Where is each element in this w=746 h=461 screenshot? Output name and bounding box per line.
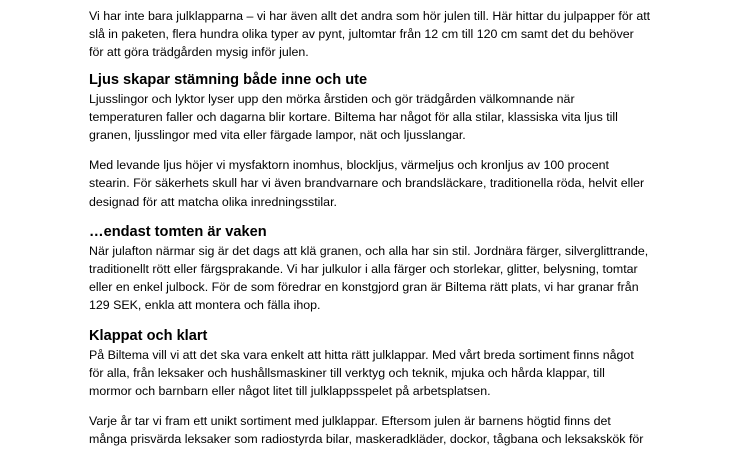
section-lights	[89, 71, 669, 211]
section-paragraph	[89, 412, 669, 448]
text-line: för att göra trädgården mysig inför julen.	[89, 45, 309, 60]
text-line: många prisvärda leksaker som radiostyrda bilar, maskeradkläder, dockor, tågbana och leksakskök för	[89, 432, 644, 447]
text-line: 129 SEK, enkla att montera och fälla ihop.	[89, 298, 321, 313]
text-line: eller en enkel julbock. För de som föredrar en konstgjord gran är Biltema rätt plats, vi har granar från	[89, 280, 639, 295]
section-heading: Ljus skapar stämning både inne och ute	[89, 71, 368, 88]
text-line: Varje år tar vi fram ett unikt sortiment med julklappar. Eftersom julen är barnens högtid finns det	[89, 414, 611, 429]
text-line: granen, ljusslingor med vita eller färgade lampor, nät och ljusslangar.	[89, 128, 466, 143]
section-paragraph	[89, 346, 669, 401]
section-heading: Klappat och klart	[89, 327, 208, 344]
text-line: för alla, från leksaker och hushållsmaskiner till verktyg och teknik, mjuka och hårda klappar, till	[89, 365, 605, 380]
text-line: Med levande ljus höjer vi mysfaktorn inomhus, blockljus, värmeljus och kronljus av 100 procent	[89, 158, 609, 173]
section-paragraph	[89, 156, 669, 211]
section-gifts	[89, 327, 669, 449]
text-line: När julafton närmar sig är det dags att klä granen, och alla har sin stil. Jordnära färger, silverglittrande,	[89, 243, 649, 258]
text-line: Ljusslingor och lyktor lyser upp den mörka årstiden och gör trädgården välkomnande när	[89, 91, 575, 106]
text-line: mormor och barnbarn eller något litet till julklappsspelet på arbetsplatsen.	[89, 384, 491, 399]
text-line: designad för att matcha olika inredningsstilar.	[89, 194, 337, 209]
section-santa	[89, 223, 669, 315]
text-line: temperaturen faller och dagarna blir kortare. Biltema har något för alla stilar, klassiska vita ljus till	[89, 109, 618, 124]
section-paragraph	[89, 90, 669, 145]
section-heading: …endast tomten är vaken	[89, 223, 267, 240]
text-line: På Biltema vill vi att det ska vara enkelt att hitta rätt julklappar. Med vårt breda sortiment finns något	[89, 347, 634, 362]
section-paragraph	[89, 242, 669, 315]
text-line: Vi har inte bara julklapparna – vi har även allt det andra som hör julen till. Här hittar du julpapper för att	[89, 9, 651, 23]
document-body	[89, 7, 669, 461]
intro-paragraph	[89, 7, 669, 62]
text-line: stearin. För säkerhets skull har vi även brandvarnare och brandsläckare, traditionella röda, helvit eller	[89, 176, 645, 191]
text-line: traditionellt rött eller färgsprakande. Vi har julkulor i alla färger och storlekar, glitter, belysning, tomtar	[89, 262, 638, 277]
text-line: slå in paketen, flera hundra olika typer av pynt, jultomtar från 12 cm till 120 cm samt det du behöver	[89, 27, 634, 42]
